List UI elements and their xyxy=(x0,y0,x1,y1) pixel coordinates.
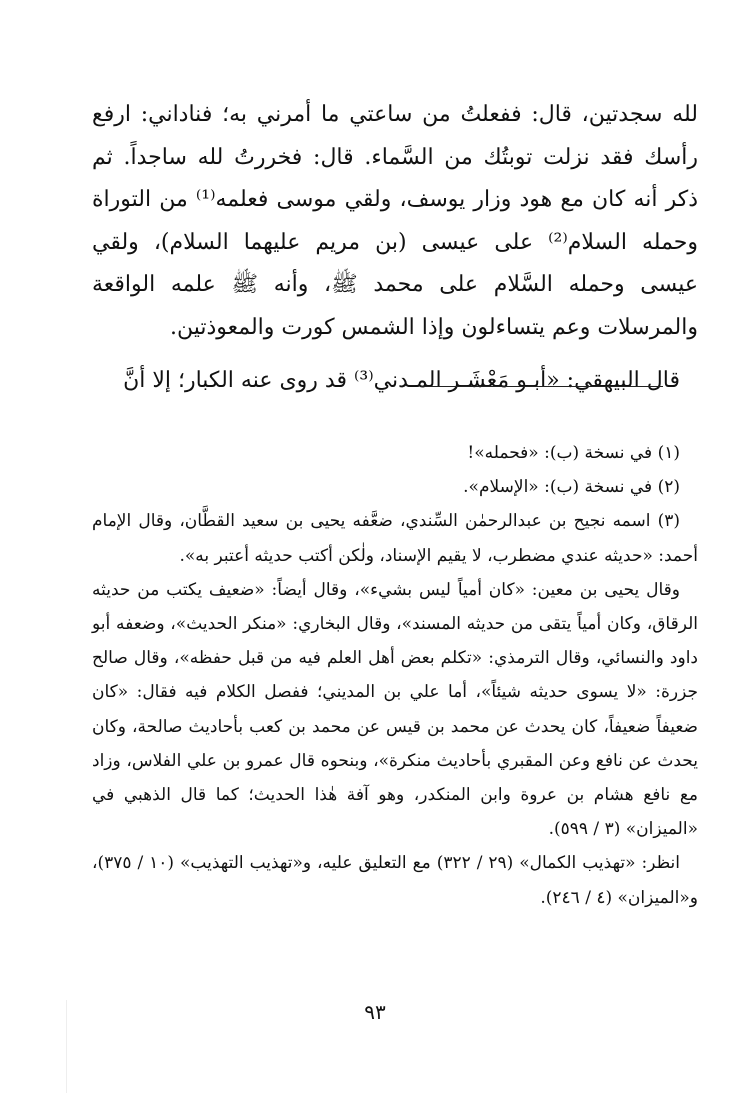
footnote-3-intro: (٣) اسمه نجيح بن عبدالرحمٰن السِّندي، ضعَّفه يحيى بن سعيد القطَّان، وقال الإمام أحمد: «حديثه عندي مضطرب، لا يقيم الإسناد، ولٰكن أكتب حديثه أعتبر به». xyxy=(92,511,698,566)
main-text-block xyxy=(92,94,698,402)
footnote-3-references: انظر: «تهذيب الكمال» (٢٩ / ٣٢٢) مع التعليق عليه، و«تهذيب التهذيب» (١٠ / ٣٧٥)، و«الميزان» (٤ / ٢٤٦). xyxy=(92,853,698,908)
footnote-3-body: وقال يحيى بن معين: «كان أمياً ليس بشيء»، وقال أيضاً: «ضعيف يكتب من حديثه الرقاق، وكان أمياً يتقى من حديثه المسند»، وقال البخاري: «منكر الحديث»، وضعفه أبو داود والنسائي، وقال الترمذي: «تكلم بعض أهل العلم فيه من قبل حفظه»، وقال صالح جزرة: «لا يسوى حديثه شيئاً»، أما علي بن المديني؛ ففصل الكلام فيه فقال: «كان ضعيفاً ضعيفاً، كان يحدث عن محمد بن قيس عن محمد بن كعب بأحاديث صالحة، وكان يحدث عن نافع وعن المقبري بأحاديث منكرة»، وبنحوه قال عمرو بن علي الفلاس، وزاد مع نافع هشام بن عروة وابن المنكدر، وهو آفة هٰذا الحديث؛ كما قال الذهبي في «الميزان» (٣ / ٥٩٩). xyxy=(92,579,698,840)
footnote-1: (١) في نسخة (ب): «فحمله»! xyxy=(467,443,680,463)
footnote-2: (٢) في نسخة (ب): «الإسلام». xyxy=(463,477,680,498)
bayhaqi-quote-paragraph: قال البيهقي: «أبـو مَعْشَـر المـدني⁽³⁾ قد روى عنه الكبار؛ إلا أنَّ xyxy=(123,367,680,393)
footnote-separator xyxy=(421,386,663,387)
footnotes-block xyxy=(92,436,698,915)
main-paragraph: لله سجدتين، قال: ففعلتُ من ساعتي ما أمرني به؛ فناداني: ارفع رأسك فقد نزلت توبتُك من السَّماء. قال: فخررتُ لله ساجداً. ثم ذكر أنه كان مع هود وزار يوسف، ولقي موسى فعلمه⁽¹⁾ من التوراة وحمله السلام⁽²⁾ على عيسى (بن مريم عليهما السلام)، ولقي عيسى وحمله السَّلام على محمد ﷺ، وأنه ﷺ علمه الواقعة والمرسلات وعم يتساءلون وإذا الشمس كورت والمعوذتين. xyxy=(92,102,699,340)
page-number: ٩٣ xyxy=(364,1000,386,1024)
scan-edge-line xyxy=(66,1000,67,1093)
